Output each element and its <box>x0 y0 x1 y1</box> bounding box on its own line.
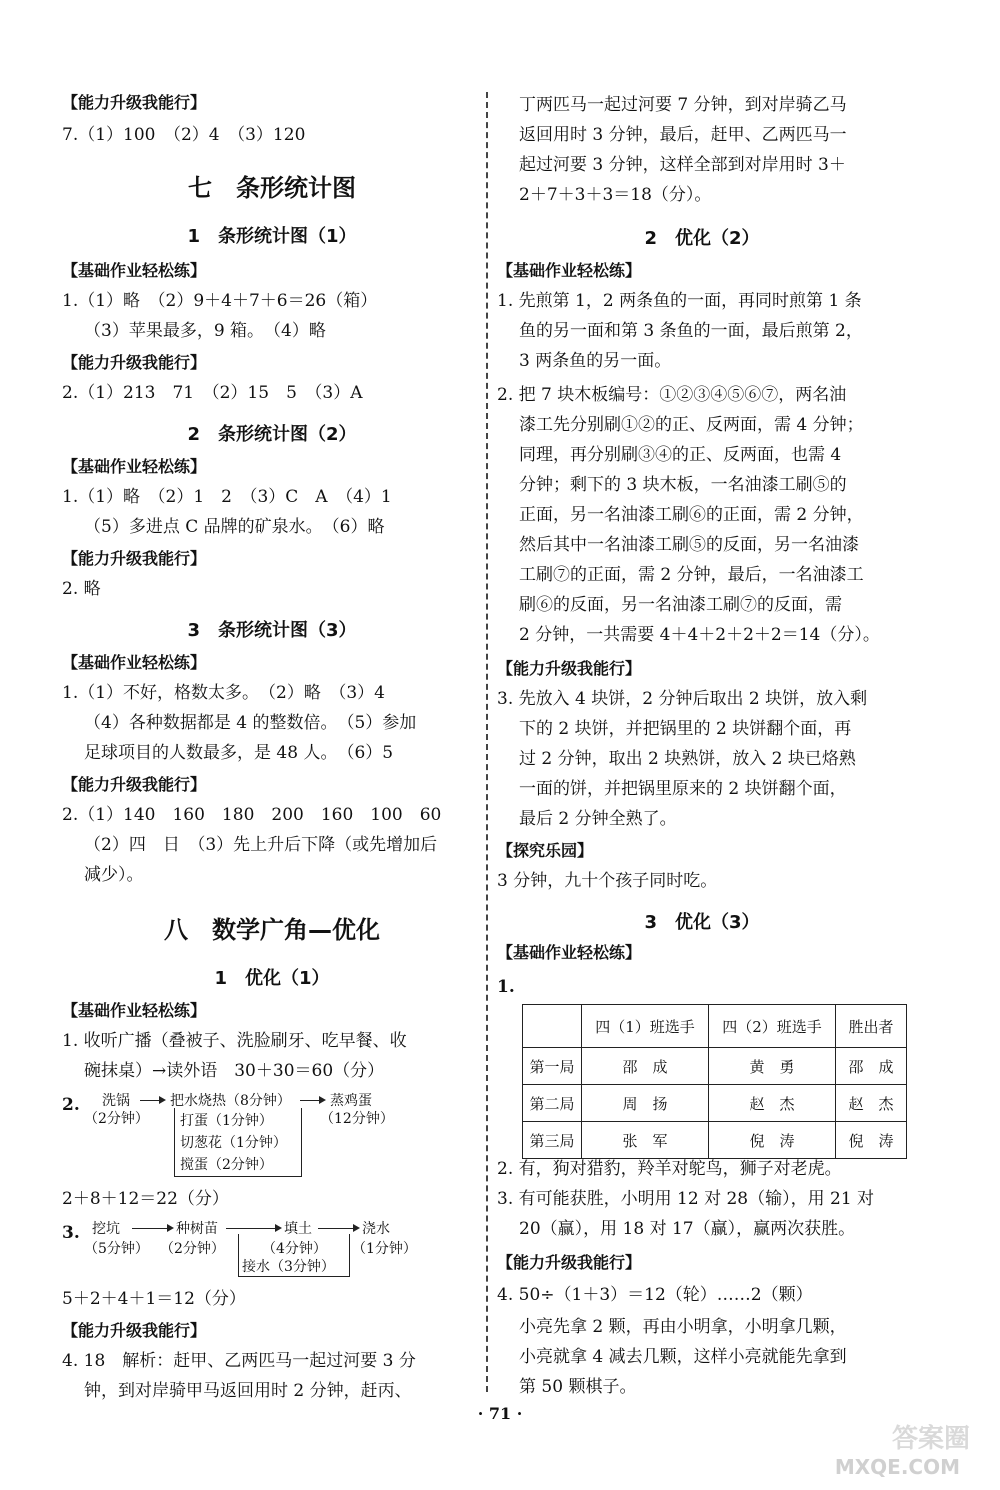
arrow-icon <box>140 1100 164 1101</box>
answer-line: 一面的饼，并把锅里原来的 2 块饼翻个面， <box>519 779 847 799</box>
lesson-title: 1 优化（1） <box>214 968 330 989</box>
answer-line: 20（赢），用 18 对 17（赢），赢两次获胜。 <box>519 1219 856 1239</box>
table-cell: 张 军 <box>582 1122 709 1159</box>
section-header: 【能力升级我能行】 <box>62 775 207 794</box>
answer-line: （5）多进点 C 品牌的矿泉水。 （6）略 <box>84 517 385 537</box>
answer-line: 小亮就拿 4 减去几颗，这样小亮就能先拿到 <box>519 1347 847 1367</box>
answer-line: 同理，再分别刷③④的正、反两面，也需 4 <box>519 445 842 465</box>
lesson-title: 1 条形统计图（1） <box>187 226 357 247</box>
arrow-icon <box>226 1228 280 1229</box>
section-header: 【基础作业轻松练】 <box>62 261 207 280</box>
answer-line: 最后 2 分钟全熟了。 <box>519 809 677 829</box>
answer-line: （2）四 日 （3）先上升后下降（或先增加后 <box>84 835 438 855</box>
sub-step: 打蛋（1分钟） <box>180 1113 273 1129</box>
section-header: 【基础作业轻松练】 <box>62 1001 207 1020</box>
column-divider <box>486 92 488 1392</box>
table-header-row <box>523 1005 907 1048</box>
answer-line: 2. 略 <box>62 579 101 599</box>
answer-line: （4）各种数据都是 4 的整数倍。 （5）参加 <box>84 713 417 733</box>
section-header: 【基础作业轻松练】 <box>497 261 642 280</box>
answer-line: 1. 先煎第 1，2 两条鱼的一面，再同时煎第 1 条 <box>497 291 862 311</box>
step-label: 把水烧热（8分钟） <box>170 1093 291 1109</box>
question-number: 2. <box>62 1095 80 1115</box>
answer-line: 漆工先分别刷①②的正、反两面，需 4 分钟； <box>519 415 864 435</box>
answer-line: 5＋2＋4＋1＝12（分） <box>62 1289 246 1309</box>
answer-line: 鱼的另一面和第 3 条鱼的一面，最后煎第 2， <box>519 321 863 341</box>
answer-line: 2. 有，狗对猎豹，羚羊对鸵鸟，狮子对老虎。 <box>497 1159 842 1179</box>
table-header-cell: 四（1）班选手 <box>582 1005 709 1048</box>
lesson-title: 2 条形统计图（2） <box>187 424 357 445</box>
step-label: 洗锅 <box>102 1093 130 1109</box>
answer-line: 下的 2 块饼，并把锅里的 2 块饼翻个面，再 <box>519 719 852 739</box>
answer-line: 4. 50÷（1＋3）＝12（轮）……2（颗） <box>497 1285 813 1305</box>
table-header-cell: 四（2）班选手 <box>709 1005 836 1048</box>
sub-step: 切葱花（1分钟） <box>180 1135 287 1151</box>
section-header: 【基础作业轻松练】 <box>497 943 642 962</box>
step-label: 蒸鸡蛋 <box>330 1093 372 1109</box>
sub-step: 搅蛋（2分钟） <box>180 1157 273 1173</box>
watermark-url: MXQE.COM <box>834 1455 960 1479</box>
answer-line: 2. 把 7 块木板编号：①②③④⑤⑥⑦，两名油 <box>497 385 847 405</box>
section-header: 【能力升级我能行】 <box>497 1253 642 1272</box>
answer-line: 小亮先拿 2 颗，再由小明拿，小明拿几颗， <box>519 1317 847 1337</box>
answer-line: 3. 先放入 4 块饼，2 分钟后取出 2 块饼，放入剩 <box>497 689 868 709</box>
lesson-title: 3 优化（3） <box>644 912 760 933</box>
answer-line: 分钟；剩下的 3 块木板，一名油漆工刷⑤的 <box>519 475 847 495</box>
table-cell: 第一局 <box>523 1048 582 1085</box>
answer-line: 1. 收听广播（叠被子、洗脸刷牙、吃早餐、收 <box>62 1031 407 1051</box>
watermark-logo: 答案圈 <box>891 1424 970 1454</box>
section-header: 【能力升级我能行】 <box>62 1321 207 1340</box>
answer-line: 返回用时 3 分钟，最后，赶甲、乙两匹马一 <box>519 125 847 145</box>
answer-line: 减少）。 <box>84 865 144 885</box>
step-label: 种树苗 <box>176 1221 218 1237</box>
step-time: （5分钟） <box>84 1241 149 1257</box>
table-cell: 第三局 <box>523 1122 582 1159</box>
lesson-title: 3 条形统计图（3） <box>187 620 357 641</box>
table-cell: 赵 杰 <box>836 1085 907 1122</box>
answer-line: 2.（1）213 71 （2）15 5 （3）A <box>62 383 363 403</box>
answer-line: 3 分钟，九十个孩子同时吃。 <box>497 871 718 891</box>
lesson-title: 2 优化（2） <box>644 228 760 249</box>
answer-line: 过 2 分钟，取出 2 块熟饼，放入 2 块已烙熟 <box>519 749 856 769</box>
table-row <box>523 1122 907 1159</box>
answer-line: 1.（1）略 （2）1 2 （3）C A （4）1 <box>62 487 392 507</box>
section-header: 【基础作业轻松练】 <box>62 457 207 476</box>
question-number: 3. <box>62 1223 80 1243</box>
answer-line: 第 50 颗棋子。 <box>519 1377 637 1397</box>
step-time: （12分钟） <box>320 1111 394 1127</box>
answer-line: 起过河要 3 分钟，这样全部到对岸用时 3＋ <box>519 155 846 175</box>
step-time: （2分钟） <box>160 1241 225 1257</box>
section-header: 【探究乐园】 <box>497 841 594 860</box>
answer-line: 2＋8＋12＝22（分） <box>62 1189 229 1209</box>
table-cell: 邵 成 <box>836 1048 907 1085</box>
answer-line: 正面，另一名油漆工刷⑥的正面，需 2 分钟， <box>519 505 864 525</box>
table-header-cell <box>523 1005 582 1048</box>
section-header: 【能力升级我能行】 <box>62 93 207 112</box>
table-cell: 倪 涛 <box>709 1122 836 1159</box>
table-cell: 黄 勇 <box>709 1048 836 1085</box>
sub-step: 接水（3分钟） <box>242 1259 335 1275</box>
arrow-icon <box>318 1228 358 1229</box>
table-row <box>523 1048 907 1085</box>
step-label: 挖坑 <box>92 1221 120 1237</box>
step-time: （1分钟） <box>352 1241 417 1257</box>
answer-line: 2.（1）140 160 180 200 160 100 60 <box>62 805 442 825</box>
answer-line: 然后其中一名油漆工刷⑤的反面，另一名油漆 <box>519 535 859 555</box>
answer-line: 1.（1）略 （2）9＋4＋7＋6＝26（箱） <box>62 291 378 311</box>
answer-line: 足球项目的人数最多，是 48 人。 （6）5 <box>84 743 394 763</box>
section-header: 【基础作业轻松练】 <box>62 653 207 672</box>
step-time: （4分钟） <box>262 1241 327 1257</box>
arrow-icon <box>132 1228 172 1229</box>
answer-line: 丁两匹马一起过河要 7 分钟，到对岸骑乙马 <box>519 95 847 115</box>
answer-line: 2 分钟，一共需要 4＋4＋2＋2＋2＝14（分）。 <box>519 625 880 645</box>
section-header: 【能力升级我能行】 <box>497 659 642 678</box>
answer-line: （3）苹果最多，9 箱。 （4）略 <box>84 321 326 341</box>
answer-line: 碗抹桌）→读外语 30＋30＝60（分） <box>84 1061 385 1081</box>
section-header: 【能力升级我能行】 <box>62 549 207 568</box>
answer-line: 钟，到对岸骑甲马返回用时 2 分钟，赶丙、 <box>84 1381 412 1401</box>
table-header-cell: 胜出者 <box>836 1005 907 1048</box>
answer-line: 4. 18 解析：赶甲、乙两匹马一起过河要 3 分 <box>62 1351 416 1371</box>
table-cell: 邵 成 <box>582 1048 709 1085</box>
chapter-title: 八 数学广角—优化 <box>164 916 380 944</box>
step-label: 浇水 <box>362 1221 390 1237</box>
question-number: 1. <box>497 977 515 997</box>
answer-line: 1.（1）不好，格数太多。 （2）略 （3）4 <box>62 683 385 703</box>
table-cell: 倪 涛 <box>836 1122 907 1159</box>
page-number: · 71 · <box>477 1404 523 1423</box>
step-time: （2分钟） <box>84 1111 149 1127</box>
table-cell: 第二局 <box>523 1085 582 1122</box>
answer-line: 2＋7＋3＋3＝18（分）。 <box>519 185 712 205</box>
answer-line: 7.（1）100 （2）4 （3）120 <box>62 125 306 145</box>
table-cell: 周 扬 <box>582 1085 709 1122</box>
step-label: 填土 <box>284 1221 312 1237</box>
answer-line: 刷⑥的反面，另一名油漆工刷⑦的反面，需 <box>519 595 842 615</box>
section-header: 【能力升级我能行】 <box>62 353 207 372</box>
match-results-table <box>522 1004 907 1159</box>
arrow-icon <box>300 1100 324 1101</box>
chapter-title: 七 条形统计图 <box>188 174 356 202</box>
answer-line: 3. 有可能获胜，小明用 12 对 28（输），用 21 对 <box>497 1189 875 1209</box>
answer-line: 工刷⑦的正面，需 2 分钟，最后，一名油漆工 <box>519 565 864 585</box>
table-row <box>523 1085 907 1122</box>
table-cell: 赵 杰 <box>709 1085 836 1122</box>
answer-line: 3 两条鱼的另一面。 <box>519 351 672 371</box>
